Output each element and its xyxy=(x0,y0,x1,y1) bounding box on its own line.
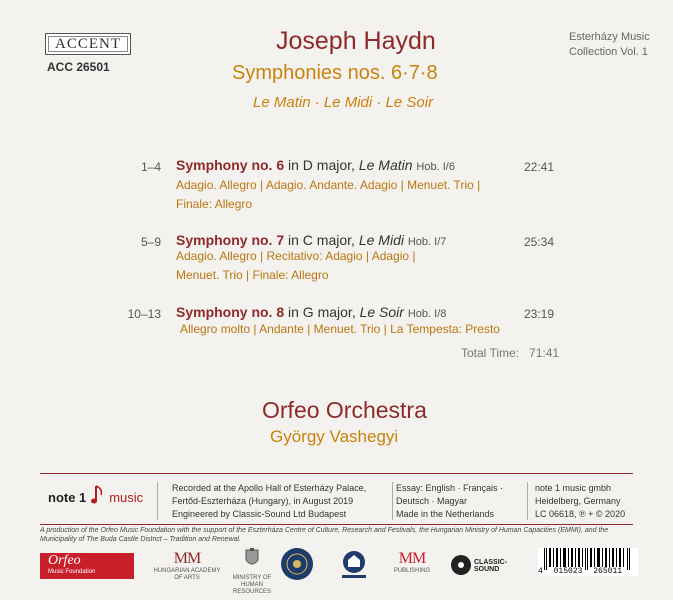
crest-icon xyxy=(230,548,274,570)
emblem-icon xyxy=(281,548,313,580)
disc-icon xyxy=(450,554,472,576)
district-logo xyxy=(334,548,374,580)
footer-divider-top xyxy=(40,473,633,474)
total-time: Total Time: 71:41 xyxy=(461,346,560,360)
publisher-info: note 1 music gmbh Heidelberg, Germany LC 06618, ℗ + © 2020 xyxy=(535,483,626,519)
track-movements: Allegro molto | Andante | Menuet. Trio | La Tempesta: Presto xyxy=(180,322,500,336)
essay-info: Essay: English · Français · Deutsch · Magyar Made in the Netherlands xyxy=(396,483,504,519)
track-duration: 22:41 xyxy=(524,160,555,174)
barcode-digits: 4 015023 265011 xyxy=(538,567,623,576)
track-movements: Adagio. Allegro | Adagio. Andante. Adagio | Menuet. Trio | Finale: Allegro xyxy=(176,178,481,211)
series-line-1: Esterházy Music xyxy=(569,31,650,43)
series-title xyxy=(569,30,650,60)
track-range: 1–4 xyxy=(140,160,161,174)
work-title: Symphonies nos. 6·7·8 xyxy=(232,62,438,84)
track-duration: 25:34 xyxy=(524,235,555,249)
conductor-name: György Vashegyi xyxy=(270,427,399,446)
note1-logo: note 1 music xyxy=(48,484,143,507)
footer-separator xyxy=(157,482,158,520)
footer-separator xyxy=(392,482,393,520)
footer-divider-bottom xyxy=(40,524,633,525)
district-crest-icon xyxy=(334,548,374,580)
accent-logo: ACCENT xyxy=(45,33,131,55)
note-icon xyxy=(91,484,105,506)
mma-publishing-logo: MM PUBLISHING xyxy=(393,550,431,574)
composer-name: Joseph Haydn xyxy=(276,27,436,55)
track-range: 10–13 xyxy=(127,307,161,321)
track-movements: Adagio. Allegro | Recitativo: Adagio | Adagio | Menuet. Trio | Finale: Allegro xyxy=(176,249,416,282)
orchestra-name: Orfeo Orchestra xyxy=(262,397,427,423)
classic-sound-logo: CLASSIC-SOUND xyxy=(450,553,526,577)
footer-separator xyxy=(527,482,528,520)
production-credits: A production of the Orfeo Music Foundation with the support of the Eszterháza Centre of Culture, Research and Festivals, the Hungarian Ministry of Human Capacities (EMMI), and the Municipality of The Buda Castle District – Tradition and Renewal. xyxy=(40,527,609,543)
round-emblem-logo xyxy=(281,548,313,580)
barcode xyxy=(538,548,638,576)
series-line-2: Collection Vol. 1 xyxy=(569,46,648,58)
mma-logo: MM HUNGARIAN ACADEMY OF ARTS xyxy=(153,550,221,581)
track-title: Symphony no. 8 in G major, Le Soir Hob. I/8 xyxy=(176,304,447,320)
track-title: Symphony no. 6 in D major, Le Matin Hob. I/6 xyxy=(176,157,455,173)
recording-info: Recorded at the Apollo Hall of Esterházy Palace, Fertőd-Eszterháza (Hungary), in August 2019 Engineered by Classic-Sound Ltd Budapest xyxy=(172,483,367,519)
catalog-number: ACC 26501 xyxy=(47,60,110,74)
track-title: Symphony no. 7 in C major, Le Midi Hob. I/7 xyxy=(176,232,447,248)
ministry-logo: MINISTRY OF HUMAN RESOURCES xyxy=(230,548,274,596)
orfeo-foundation-logo: Orfeo Music Foundation xyxy=(40,553,134,579)
track-range: 5–9 xyxy=(140,235,161,249)
work-subtitle: Le Matin · Le Midi · Le Soir xyxy=(253,94,434,111)
track-duration: 23:19 xyxy=(524,307,555,321)
